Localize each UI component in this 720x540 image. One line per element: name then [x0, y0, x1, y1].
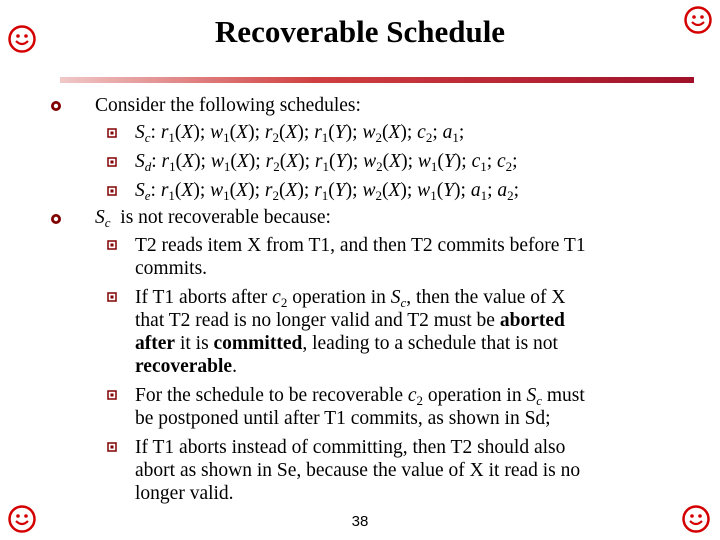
- abort-line-3: after it is committed, leading to a schedule that is not: [135, 333, 558, 354]
- postpone-line-1: For the schedule to be recoverable $c_2$ operation in $S_c$ must: [135, 385, 585, 408]
- operation: $r_2(X)$;: [264, 122, 315, 145]
- operation: $c_2$;: [497, 151, 518, 174]
- schedule-name: c: [400, 295, 407, 310]
- op-letter: c: [272, 287, 281, 308]
- schedule-line: $S_c$: $r_1(X)$; $w_1(X)$; $r_2(X)$; $r_1(Y)$; $w_2(X)$; $c_2$; $a_1$;: [135, 122, 465, 145]
- op-letter: c: [407, 385, 417, 406]
- abort-line-2: that T2 read is no longer valid and T2 must be aborted: [135, 310, 565, 331]
- square-bullet-icon: [107, 442, 117, 452]
- square-bullet-icon: [107, 186, 117, 196]
- postpone-line-2: be postponed until after T1 commits, as shown in Sd;: [135, 408, 551, 429]
- operation: $r_1(X)$;: [160, 180, 211, 203]
- operation: $r_1(Y)$;: [314, 122, 363, 145]
- operation: $w_1(Y)$;: [417, 180, 471, 203]
- operation: $a_2$;: [497, 180, 520, 203]
- instead-line: abort as shown in Se, because the value of X it read is no: [135, 460, 581, 481]
- operation: $r_1(Y)$;: [314, 151, 364, 174]
- abort-line-1: If T1 aborts after $c_2$ operation in $S_c$, then the value of X: [135, 287, 566, 310]
- operation: $a_1$;: [442, 122, 465, 145]
- operation: $r_2(X)$;: [265, 151, 315, 174]
- page-number: 38: [351, 513, 369, 530]
- reason-line: commits.: [135, 258, 208, 279]
- operation: $a_1$;: [470, 180, 498, 203]
- operation: $w_1(Y)$;: [417, 151, 472, 174]
- operation: $c_2$;: [417, 122, 443, 145]
- round-bullet-icon: [50, 213, 62, 225]
- schedule-line: $S_e$: $r_1(X)$; $w_1(X)$; $r_2(X)$; $r_1(Y)$; $w_2(X)$; $w_1(Y)$; $a_1$; $a_2$;: [135, 180, 520, 203]
- operation: $c_1$;: [471, 151, 498, 174]
- schedule-name: c: [536, 393, 543, 408]
- square-bullet-icon: [107, 157, 117, 167]
- square-bullet-icon: [107, 128, 117, 138]
- operation: $w_1(X)$;: [210, 180, 265, 203]
- square-bullet-icon: [107, 390, 117, 400]
- operation: $r_1(X)$;: [160, 122, 211, 145]
- schedule-name: c: [144, 130, 151, 145]
- schedule-name: d: [144, 159, 152, 174]
- square-bullet-icon: [107, 240, 117, 250]
- reason-head-text: is not recoverable because:: [120, 207, 331, 228]
- schedule-name: c: [104, 215, 111, 230]
- op-index: 2: [280, 295, 288, 310]
- abort-line-4: recoverable.: [135, 356, 237, 377]
- round-bullet-icon: [50, 100, 62, 112]
- schedule-line: $S_d$: $r_1(X)$; $w_1(X)$; $r_2(X)$; $r_1(Y)$; $w_2(X)$; $w_1(Y)$; $c_1$; $c_2$;: [135, 151, 518, 174]
- instead-line: longer valid.: [135, 483, 234, 504]
- operation: $w_2(X)$;: [362, 122, 418, 145]
- op-index: 2: [416, 393, 424, 408]
- operation: $w_2(X)$;: [362, 180, 418, 203]
- operation: $r_2(X)$;: [264, 180, 315, 203]
- schedule-name: e: [144, 188, 151, 203]
- reason-heading: $S_c$ is not recoverable because:: [95, 207, 331, 230]
- operation: $w_1(X)$;: [210, 151, 266, 174]
- operation: $r_1(Y)$;: [314, 180, 363, 203]
- instead-line: If T1 aborts instead of committing, then T2 should also: [135, 437, 566, 458]
- operation: $w_1(X)$;: [210, 122, 265, 145]
- intro-text: Consider the following schedules:: [95, 95, 361, 116]
- reason-line: T2 reads item X from T1, and then T2 commits before T1: [135, 235, 586, 256]
- page-title: Recoverable Schedule: [214, 14, 506, 49]
- operation: $w_2(X)$;: [363, 151, 418, 174]
- square-bullet-icon: [107, 292, 117, 302]
- operation: $r_1(X)$;: [161, 151, 211, 174]
